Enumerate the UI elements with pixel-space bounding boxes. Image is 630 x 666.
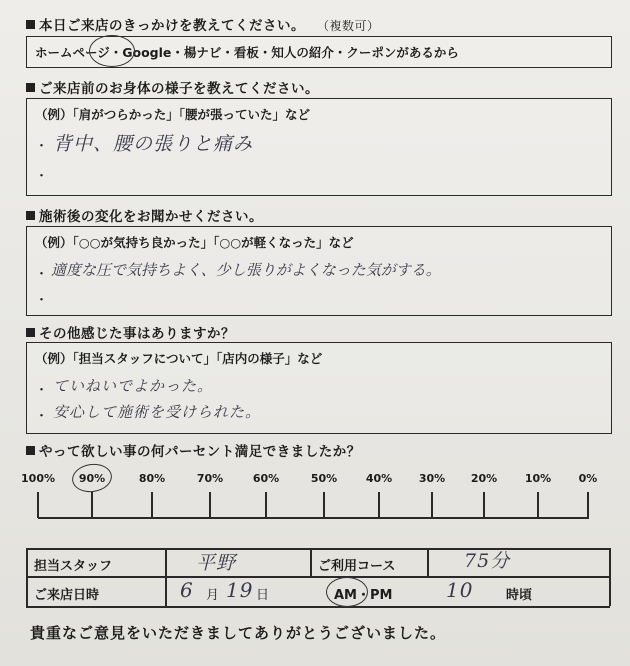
q2-answer-1: 背中、腰の張りと痛み <box>53 133 254 155</box>
date-label: ご来店日時 <box>34 588 100 603</box>
q3-title: 施術後の変化をお聞かせください。 <box>39 209 263 225</box>
q1-options-box <box>26 36 612 68</box>
table-border-bottom <box>26 606 610 608</box>
scale-label-70: 70% <box>196 472 224 485</box>
q4-bullet-2: ・ <box>35 409 49 424</box>
q4-example: （例）「担当スタッフについて」「店内の様子」など <box>35 351 323 366</box>
square-bullet-icon <box>26 328 35 337</box>
scale-label-40: 40% <box>365 472 393 485</box>
q2-bullet-2: ・ <box>35 169 49 184</box>
square-bullet-icon <box>26 446 35 455</box>
scale-tick <box>431 492 433 518</box>
q2-answer-box <box>26 98 612 196</box>
table-border-right <box>609 548 611 606</box>
table-border-middle <box>26 576 610 578</box>
scale-label-60: 60% <box>252 472 280 485</box>
scale-label-0: 0% <box>578 472 598 485</box>
scale-label-50: 50% <box>310 472 338 485</box>
table-border-top <box>26 548 610 550</box>
table-divider <box>427 548 429 576</box>
q4-heading <box>26 322 235 342</box>
scale-tick <box>323 492 325 518</box>
square-bullet-icon <box>26 211 35 220</box>
ampm-selection-circle <box>326 577 368 607</box>
q4-bullet-1: ・ <box>35 383 49 398</box>
q1-title: 本日ご来店のきっかけを教えてください。 <box>39 18 305 34</box>
scale-tick <box>37 492 39 518</box>
scale-label-80: 80% <box>138 472 166 485</box>
scale-tick <box>151 492 153 518</box>
selection-circle <box>89 35 135 67</box>
q4-answer-box <box>26 342 612 434</box>
table-divider <box>165 548 167 606</box>
scale-tick <box>378 492 380 518</box>
q4-title: その他感じた事はありますか？ <box>39 326 235 342</box>
table-divider <box>310 548 312 576</box>
q5-heading <box>26 440 361 460</box>
q1-heading <box>26 14 380 34</box>
q3-answer-1: 適度な圧で気持ちよく、少し張りがよくなった気がする。 <box>51 261 441 279</box>
scale-tick <box>91 492 93 518</box>
scale-tick <box>587 492 589 518</box>
q3-bullet-2: ・ <box>35 293 49 308</box>
course-value: 75分 <box>464 550 511 572</box>
scale-tick <box>209 492 211 518</box>
scale-label-10: 10% <box>524 472 552 485</box>
closing-message: 貴重なご意見をいただきましてありがとうございました。 <box>30 624 447 642</box>
staff-label: 担当スタッフ <box>34 559 113 574</box>
q1-options: ホームページ・Google・楊ナビ・看板・知人の紹介・クーポンがあるから <box>35 45 459 60</box>
hour-unit: 時頃 <box>506 588 533 603</box>
scale-label-20: 20% <box>470 472 498 485</box>
staff-value: 平野 <box>196 552 237 574</box>
q3-bullet-1: ・ <box>35 267 49 282</box>
q3-example: （例）「○○が気持ち良かった」「○○が軽くなった」など <box>35 235 354 250</box>
ampm-options: AM・PM <box>334 588 393 603</box>
q3-heading <box>26 205 263 225</box>
course-label: ご利用コース <box>318 559 396 574</box>
scale-label-100: 100% <box>21 472 55 485</box>
scale-label-90: 90% <box>78 472 106 485</box>
scale-label-30: 30% <box>418 472 446 485</box>
q4-answer-1: ていねいでよかった。 <box>53 377 214 395</box>
selected-percent-circle <box>70 461 114 494</box>
scale-baseline <box>38 517 589 519</box>
month-unit: 月 <box>206 588 220 603</box>
q2-bullet-1: ・ <box>35 139 49 154</box>
q3-answer-box <box>26 226 612 316</box>
square-bullet-icon <box>26 83 35 92</box>
hour-value: 10 <box>446 578 474 602</box>
day-unit: 日 <box>256 588 270 603</box>
q5-title: やって欲しい事の何パーセント満足できましたか？ <box>39 444 361 460</box>
scale-tick <box>483 492 485 518</box>
q1-note: （複数可） <box>323 19 380 33</box>
table-border-left <box>26 548 28 606</box>
scale-tick <box>265 492 267 518</box>
square-bullet-icon <box>26 20 35 29</box>
q4-answer-2: 安心して施術を受けられた。 <box>53 403 262 421</box>
q2-heading <box>26 77 319 97</box>
day-value: 19 <box>226 578 254 602</box>
q2-example: （例）「肩がつらかった」「腰が張っていた」など <box>35 107 311 122</box>
month-value: 6 <box>180 578 194 602</box>
q2-title: ご来店前のお身体の様子を教えてください。 <box>39 81 319 97</box>
scale-tick <box>537 492 539 518</box>
